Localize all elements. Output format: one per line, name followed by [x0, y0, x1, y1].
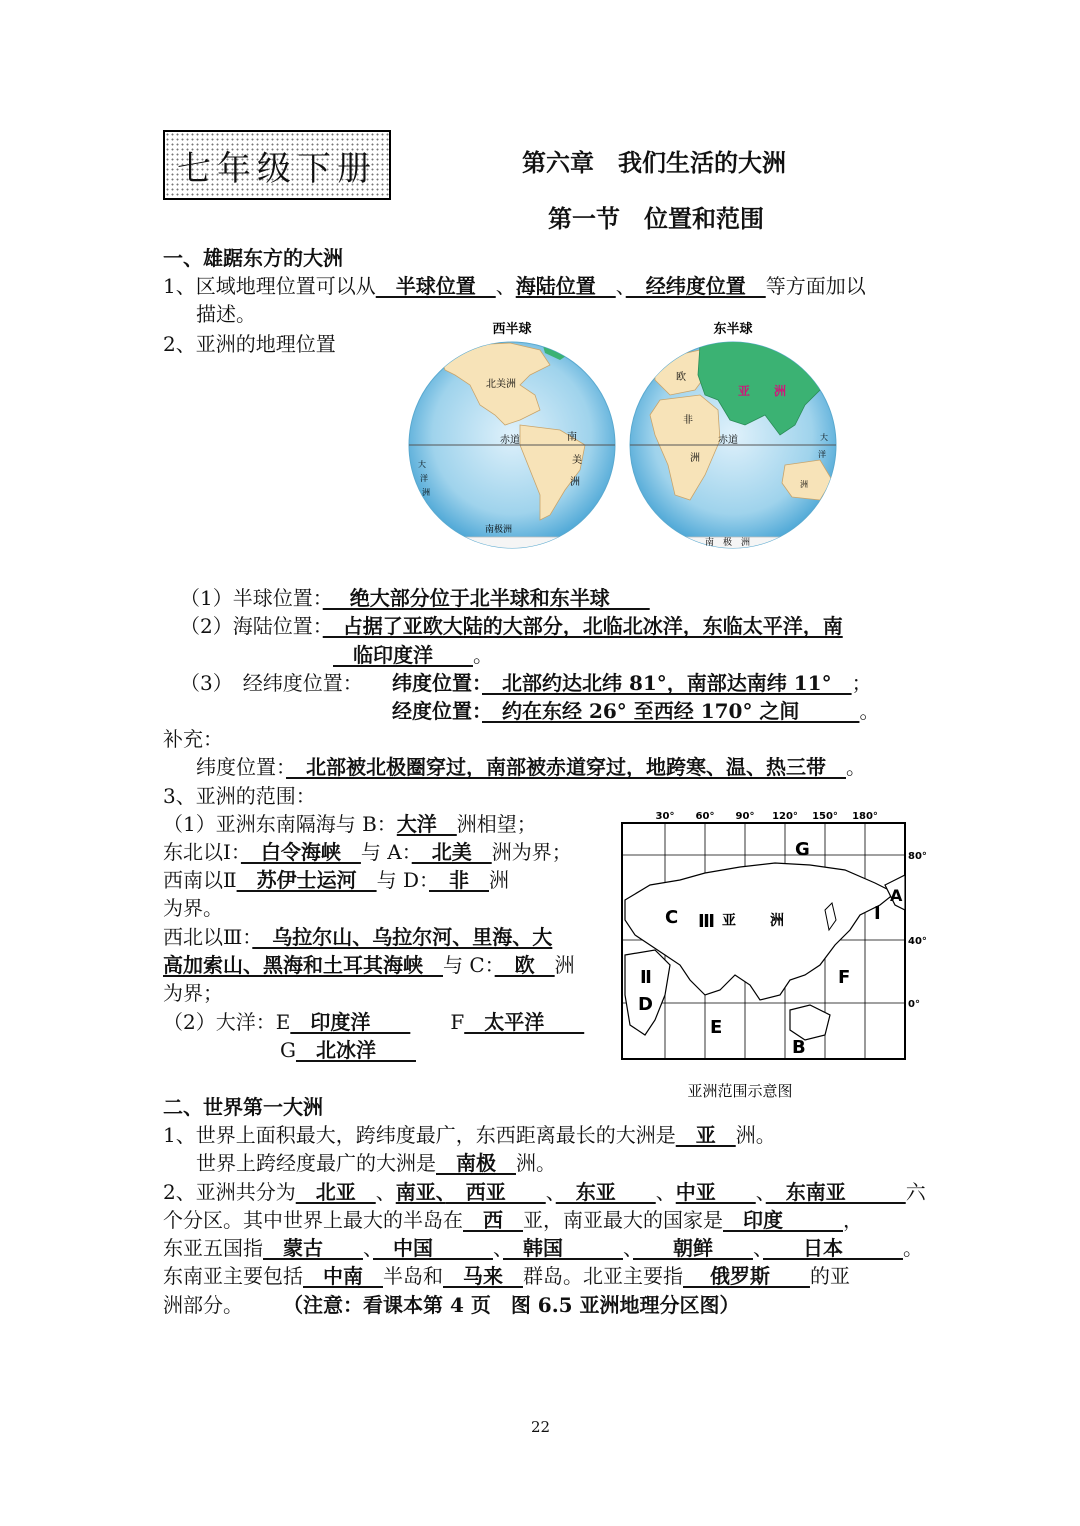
text: 、 — [753, 1236, 763, 1260]
text: 、 — [755, 1180, 766, 1204]
range-line5 — [163, 923, 552, 951]
grade-label: 七年级下册 — [177, 148, 377, 189]
part2-line7 — [163, 1291, 740, 1319]
south-america-label-1: 南 — [567, 432, 577, 443]
letter-i: Ⅰ — [874, 903, 881, 924]
letter-ii: Ⅱ — [640, 967, 652, 988]
text: 东南亚主要包括 — [163, 1264, 303, 1288]
text: G — [280, 1038, 296, 1062]
antarctica-west-shape — [440, 537, 580, 555]
answer-blank: 西亚 — [445, 1180, 546, 1204]
east-globe — [626, 337, 840, 555]
part2-line3 — [163, 1178, 926, 1206]
answer-blank: 日本 — [763, 1236, 903, 1260]
africa-label-1: 非 — [683, 415, 693, 426]
text: 。 — [903, 1236, 923, 1260]
ocean-line1 — [163, 1008, 584, 1036]
text: 、 — [545, 1180, 556, 1204]
text: 群岛。北亚主要指 — [523, 1264, 683, 1288]
text: 、 — [495, 274, 516, 298]
text: ， — [843, 1208, 863, 1232]
supplement-latitude — [196, 753, 866, 781]
answer-blank: 海陆位置 — [515, 274, 616, 298]
letter-c: C — [665, 907, 679, 928]
answer-blank: 欧 — [494, 953, 555, 977]
lon-tick: 120° — [772, 811, 798, 822]
range-line7: 为界； — [163, 981, 223, 1005]
answer-blank: 大洋 — [396, 812, 457, 836]
antarctica-label-west: 南极洲 — [485, 525, 513, 535]
answer-blank: 半球位置 — [375, 274, 496, 298]
answer-blank: 高加索山、黑海和土耳其海峡 — [163, 953, 443, 977]
text: （1）亚洲东南隔海与 B： — [163, 812, 397, 836]
answer-blank: 北部约达北纬 81°，南部达南纬 11° — [482, 671, 852, 695]
text: 纬度位置： — [196, 755, 286, 779]
oceania-label-1: 大 — [820, 433, 828, 442]
lon-tick: 180° — [852, 811, 878, 822]
part2-line1 — [163, 1121, 776, 1149]
lat-tick: 0° — [908, 999, 920, 1010]
text: 2、亚洲共分为 — [163, 1180, 296, 1204]
part1-item2: 2、亚洲的地理位置 — [163, 332, 336, 356]
text: 。 — [846, 755, 866, 779]
text: 与 C： — [443, 953, 495, 977]
grade-box — [163, 130, 391, 200]
text: 纬度位置： — [392, 671, 482, 695]
part1-heading: 一、雄踞东方的大洲 — [163, 246, 343, 270]
ocean-label-1: 大 — [418, 460, 426, 469]
lon-tick: 30° — [655, 811, 675, 822]
answer-blank: 约在东经 26° 至西经 170° 之间 — [482, 699, 860, 723]
answer-blank: 非 — [429, 868, 489, 892]
hemisphere-position — [180, 584, 650, 612]
range-line3 — [163, 866, 509, 894]
lat-tick: 40° — [908, 936, 927, 947]
answer-blank: 南极 — [436, 1151, 516, 1175]
lon-tick: 60° — [695, 811, 715, 822]
section-title: 第一节 位置和范围 — [548, 205, 764, 233]
answer-blank: 朝鲜 — [633, 1236, 753, 1260]
lon-tick: 150° — [812, 811, 838, 822]
answer-blank: 苏伊士运河 — [236, 868, 377, 892]
supplement-label: 补充： — [163, 727, 223, 751]
text: 洲相望； — [456, 812, 537, 836]
text: 、 — [493, 1236, 503, 1260]
part2-line4 — [163, 1206, 863, 1234]
europe-label: 欧 — [676, 372, 686, 383]
text: 世界上跨经度最广的大洲是 — [196, 1151, 436, 1175]
lat-tick: 80° — [908, 851, 927, 862]
answer-blank: 乌拉尔山、乌拉尔河、里海、大 — [252, 925, 553, 949]
letter-g: G — [795, 839, 810, 860]
equator-label-west: 赤道 — [500, 435, 520, 446]
answer-blank: 蒙古 — [263, 1236, 363, 1260]
answer-blank: 北亚 — [295, 1180, 376, 1204]
part2-line2 — [196, 1149, 556, 1177]
part2-line5 — [163, 1234, 923, 1262]
text: 、 — [655, 1180, 676, 1204]
part1-item1 — [163, 272, 866, 300]
antarctica-label-east: 南 极 洲 — [705, 538, 751, 548]
text: 东北以Ⅰ： — [163, 840, 241, 864]
answer-blank: 经纬度位置 — [625, 274, 766, 298]
letter-zhou: 洲 — [770, 913, 784, 929]
letter-f: F — [838, 967, 851, 988]
range-line1 — [163, 810, 537, 838]
answer-blank: 中亚 — [675, 1180, 756, 1204]
longitude-position — [392, 697, 879, 725]
answer-blank: 俄罗斯 — [683, 1264, 810, 1288]
sea-land-position — [180, 612, 843, 640]
text: 经度位置： — [392, 699, 482, 723]
south-america-label-2: 美 — [572, 455, 582, 466]
east-hemisphere-title: 东半球 — [713, 322, 753, 337]
letter-iii: Ⅲ — [698, 911, 716, 932]
text: F — [450, 1010, 465, 1034]
answer-blank: 绝大部分位于北半球和东半球 — [322, 586, 650, 610]
letter-e: E — [710, 1017, 723, 1038]
range-line2 — [163, 838, 572, 866]
text: 半岛和 — [383, 1264, 443, 1288]
text: 东亚五国指 — [163, 1236, 263, 1260]
asia-range-map — [610, 805, 935, 1105]
text: 西南以Ⅱ — [163, 868, 237, 892]
text: 、 — [363, 1236, 373, 1260]
note: （注意：看课本第 4 页 图 6.5 亚洲地理分区图） — [283, 1293, 740, 1317]
text: ； — [851, 671, 872, 695]
text: 西北以Ⅲ： — [163, 925, 253, 949]
text: 的亚 — [809, 1264, 850, 1288]
answer-blank: 临印度洋 — [333, 643, 473, 667]
answer-blank: 北冰洋 — [295, 1038, 416, 1062]
longitude-ticks — [656, 811, 878, 822]
text: 洲为界； — [491, 840, 572, 864]
text: 洲。 — [516, 1151, 556, 1175]
africa-label-2: 洲 — [690, 453, 700, 464]
answer-blank: 北美 — [411, 840, 492, 864]
answer-blank: 北部被北极圈穿过，南部被赤道穿过，地跨寒、温、热三带 — [286, 755, 846, 779]
text: 。 — [859, 699, 880, 723]
west-hemisphere-title: 西半球 — [492, 322, 532, 337]
text: 、 — [615, 274, 626, 298]
text: 、 — [375, 1180, 396, 1204]
letter-ya: 亚 — [722, 913, 736, 929]
answer-blank: 西 — [463, 1208, 523, 1232]
answer-blank: 南亚、 — [395, 1180, 446, 1204]
west-globe — [405, 333, 620, 555]
range-line6 — [163, 951, 575, 979]
text: 与 D： — [376, 868, 429, 892]
sea-land-position-line2 — [333, 641, 493, 669]
text: 洲 — [489, 868, 509, 892]
lonlat-label: （3） 经纬度位置： — [180, 671, 363, 695]
ocean-label-3: 洲 — [422, 488, 430, 497]
ocean-label-2: 洋 — [420, 474, 428, 483]
text: 亚，南亚最大的国家是 — [523, 1208, 723, 1232]
page-number: 22 — [531, 1418, 551, 1436]
ocean-line2 — [280, 1036, 416, 1064]
oceania-label-3: 洲 — [800, 480, 808, 489]
text: 。 — [473, 643, 493, 667]
south-america-label-3: 洲 — [570, 477, 580, 488]
range-line4: 为界。 — [163, 896, 223, 920]
letter-d: D — [638, 994, 653, 1015]
text: 等方面加以 — [765, 274, 866, 298]
asia-label: 亚 洲 — [738, 384, 787, 398]
text: 洲。 — [735, 1123, 776, 1147]
text: 六 — [905, 1180, 926, 1204]
answer-blank: 韩国 — [503, 1236, 623, 1260]
text: 、 — [623, 1236, 633, 1260]
map-caption: 亚洲范围示意图 — [687, 1082, 793, 1100]
answer-blank: 太平洋 — [464, 1010, 585, 1034]
part2-heading: 二、世界第一大洲 — [163, 1095, 323, 1119]
answer-blank: 印度洋 — [290, 1010, 411, 1034]
text: 洲部分。 — [163, 1293, 243, 1317]
hemisphere-globes-figure — [400, 315, 850, 565]
latitude-ticks — [908, 851, 927, 1010]
north-america-label: 北美洲 — [486, 379, 516, 390]
lon-tick: 90° — [735, 811, 755, 822]
chapter-title: 第六章 我们生活的大洲 — [522, 149, 786, 177]
text: 个分区。其中世界上最大的半岛在 — [163, 1208, 463, 1232]
answer-blank: 占据了亚欧大陆的大部分，北临北冰洋，东临太平洋，南 — [322, 614, 843, 638]
equator-label-east: 赤道 — [718, 435, 738, 446]
part1-item1-line2: 描述。 — [196, 302, 256, 326]
text: 1、世界上面积最大，跨纬度最广，东西距离最长的大洲是 — [163, 1123, 676, 1147]
answer-blank: 马来 — [443, 1264, 523, 1288]
range-heading: 3、亚洲的范围： — [163, 784, 316, 808]
answer-blank: 亚 — [675, 1123, 736, 1147]
letter-b: B — [792, 1037, 806, 1058]
text: 与 A： — [360, 840, 412, 864]
answer-blank: 中国 — [373, 1236, 493, 1260]
text: 洲 — [554, 953, 575, 977]
answer-blank: 东亚 — [555, 1180, 656, 1204]
answer-blank: 白令海峡 — [240, 840, 361, 864]
answer-blank: 印度 — [723, 1208, 843, 1232]
text: （2）大洋：E — [163, 1010, 291, 1034]
letter-a: A — [890, 886, 903, 905]
part2-line6 — [163, 1262, 850, 1290]
text: （1）半球位置： — [180, 586, 323, 610]
text: 1、区域地理位置可以从 — [163, 274, 376, 298]
answer-blank: 中南 — [303, 1264, 383, 1288]
oceania-label-2: 洋 — [818, 450, 826, 459]
answer-blank: 东南亚 — [765, 1180, 906, 1204]
text: （2）海陆位置： — [180, 614, 323, 638]
latitude-position — [392, 669, 872, 697]
